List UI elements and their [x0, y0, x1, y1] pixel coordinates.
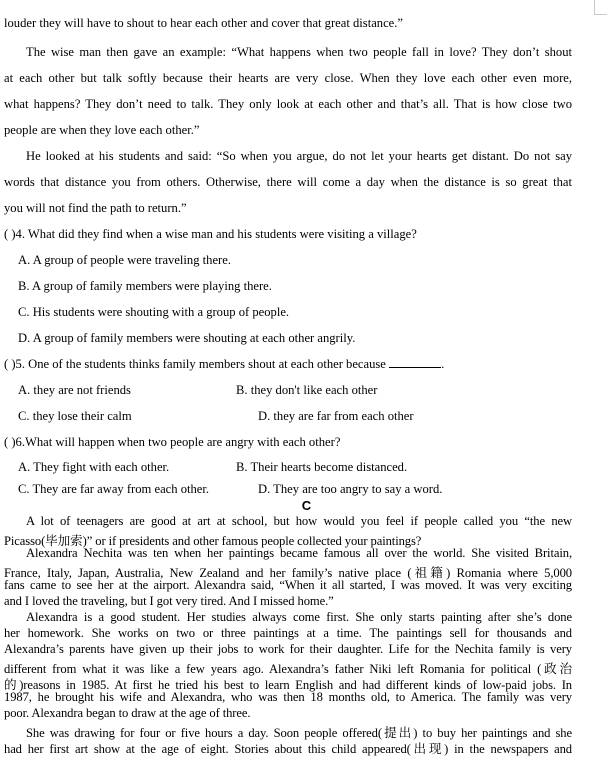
passage-line: She was drawing for four or five hours a day. Soon people offered(提出) to buy her paintings and she	[26, 726, 572, 740]
q4-option-b: B. A group of family members were playing there.	[18, 279, 272, 293]
q4-option-a: A. A group of people were traveling there.	[18, 253, 231, 267]
q5-option-c: C. they lose their calm	[18, 409, 132, 423]
q6-option-a: A. They fight with each other.	[18, 460, 170, 474]
q6-option-d: D. They are too angry to say a word.	[258, 482, 443, 496]
q5-stem-end: .	[441, 357, 445, 371]
q5-option-a: A. they are not friends	[18, 383, 131, 397]
question-5-stem	[4, 357, 572, 372]
passage-line: fans came to see her at the airport. Alexandra said, “When it all started, I was moved. It was very exciting	[4, 578, 572, 592]
q5-stem-text: ( )5. One of the students thinks family members shout at each other because	[4, 357, 386, 371]
passage-line: 1987, he brought his wife and Alexandra, who was then 18 months old, to America. The family was very	[4, 690, 572, 704]
passage-line: Picasso(毕加索)” or if presidents and other famous people collected your paintings?	[4, 534, 422, 548]
passage-line: at each other but talk softly because their hearts are very close. When they love each other even more,	[4, 71, 572, 85]
q4-option-d: D. A group of family members were shouting at each other angrily.	[18, 331, 356, 345]
passage-line: and I loved the traveling, but I got very tired. And I missed home.”	[4, 594, 334, 608]
passage-line: poor. Alexandra began to draw at the age of three.	[4, 706, 251, 720]
passage-line: France, Italy, Japan, Australia, New Zealand and her family’s native place (祖籍) Romania where 5,000	[4, 566, 572, 580]
passage-line: her homework. She works on two or three paintings at a time. The paintings sell for thousands and	[4, 626, 572, 640]
passage-line: people are when they love each other.”	[4, 123, 200, 137]
passage-line: A lot of teenagers are good at art at school, but how would you feel if people called you “the new	[26, 514, 572, 528]
q4-option-c: C. His students were shouting with a group of people.	[18, 305, 290, 319]
page-corner-mark	[594, 0, 607, 15]
answer-blank	[389, 357, 441, 368]
passage-line: louder they will have to shout to hear each other and cover that great distance.”	[4, 16, 403, 30]
passage-line: Alexandra is a good student. Her studies always come first. She only starts painting after she’s done	[26, 610, 572, 624]
section-heading: C	[301, 498, 312, 513]
passage-line: words that distance you from others. Otherwise, there will come a day when the distance is so great that	[4, 175, 572, 189]
passage-line: Alexandra Nechita was ten when her paintings became famous all over the world. She visited Britain,	[26, 546, 572, 560]
passage-line: had her first art show at the age of eight. Stories about this child appeared(出现) in the newspapers and	[4, 742, 572, 756]
passage-line: He looked at his students and said: “So when you argue, do not let your hearts get distant. Do not say	[26, 149, 572, 163]
q5-option-b: B. they don't like each other	[236, 383, 378, 397]
passage-line: 的)reasons in 1985. At first he tried his best to learn English and had different kinds of low-paid jobs. In	[4, 678, 572, 692]
q6-option-c: C. They are far away from each other.	[18, 482, 210, 496]
q6-option-b: B. Their hearts become distanced.	[236, 460, 408, 474]
passage-line: what happens? They don’t need to talk. They only look at each other and that’s all. That is how close two	[4, 97, 572, 111]
question-4-stem: ( )4. What did they find when a wise man and his students were visiting a village?	[4, 227, 417, 241]
passage-line: you will not find the path to return.”	[4, 201, 187, 215]
passage-line: Alexandra’s parents have given up their jobs to work for their daughter. Life for the Nechita family is very	[4, 642, 572, 656]
passage-line: different from what it was like a few years ago. Alexandra’s father Niki left Romania for political (政治	[4, 662, 572, 676]
q5-option-d: D. they are far from each other	[258, 409, 414, 423]
passage-line: The wise man then gave an example: “What happens when two people fall in love? They don’t shout	[26, 45, 572, 59]
question-6-stem: ( )6.What will happen when two people are angry with each other?	[4, 435, 341, 449]
